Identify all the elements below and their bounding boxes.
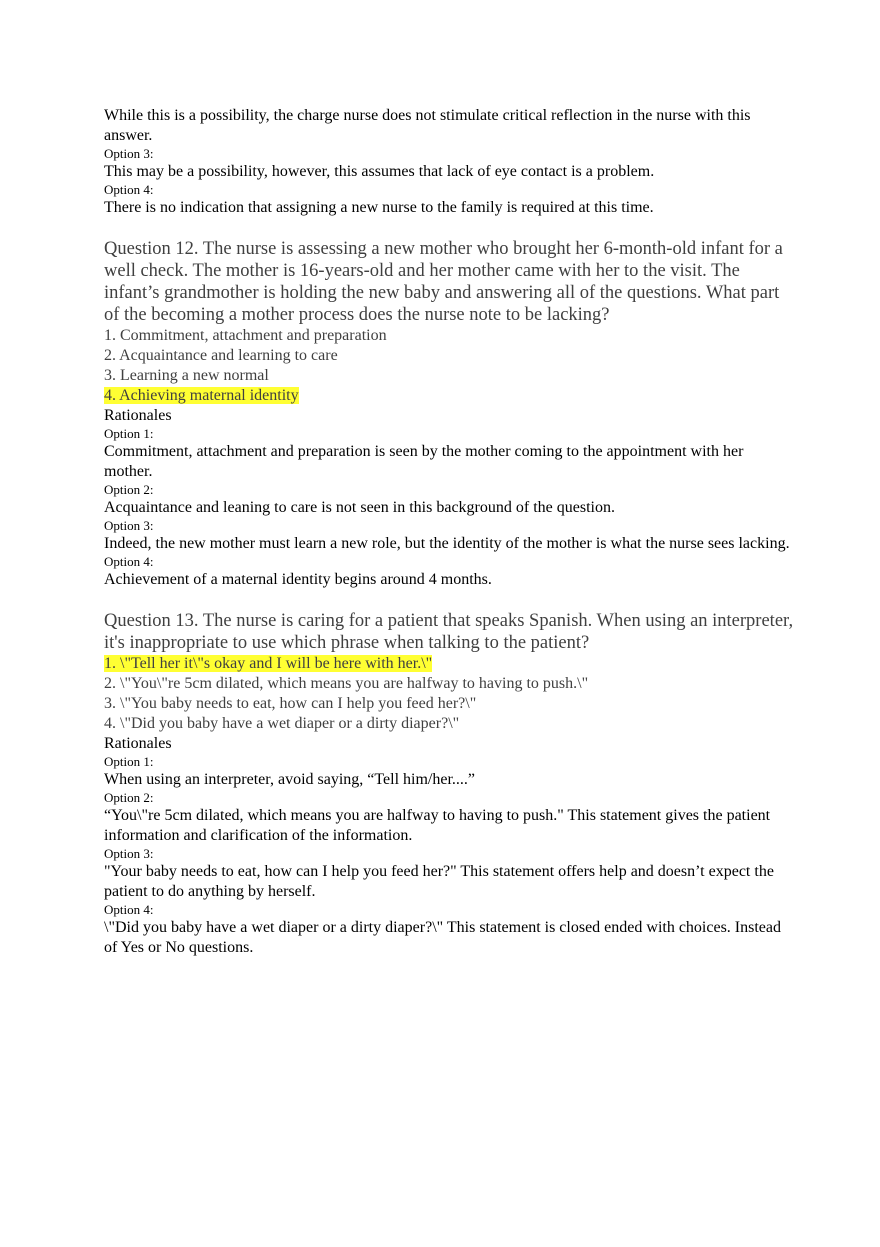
option-label: Option 3: (104, 846, 154, 861)
document-page (104, 106, 794, 958)
rationales-heading: Rationales (104, 407, 172, 424)
answer-option: 3. Learning a new normal (104, 367, 269, 384)
question-12-text: Question 12. The nurse is assessing a new mother who brought her 6-month-old infant for a well check. The mother is 16-years-old and her mother came with her to the visit. The infant’s grandmother is holding the new baby and answering all of the questions. What part of the becoming a mother process does the nurse note to be lacking? (104, 239, 783, 325)
spacer (104, 590, 794, 610)
option-label: Option 4: (104, 554, 154, 569)
option-rationale: There is no indication that assigning a new nurse to the family is required at this time. (104, 199, 654, 216)
option-rationale: This may be a possibility, however, this assumes that lack of eye contact is a problem. (104, 163, 655, 180)
option-label: Option 3: (104, 518, 154, 533)
option-rationale: Indeed, the new mother must learn a new role, but the identity of the mother is what the nurse sees lacking. (104, 535, 790, 552)
option-rationale: "Your baby needs to eat, how can I help you feed her?" This statement offers help and doesn’t expect the patient to do anything by herself. (104, 863, 774, 900)
question-13-text: Question 13. The nurse is caring for a patient that speaks Spanish. When using an interpreter, it's inappropriate to use which phrase when talking to the patient? (104, 611, 794, 653)
option-label: Option 1: (104, 754, 154, 769)
option-label: Option 3: (104, 146, 154, 161)
option-rationale: Acquaintance and leaning to care is not seen in this background of the question. (104, 499, 615, 516)
answer-option: 3. \"You baby needs to eat, how can I help you feed her?\" (104, 695, 477, 712)
option-label: Option 4: (104, 902, 154, 917)
option-rationale: Achievement of a maternal identity begins around 4 months. (104, 571, 492, 588)
highlighted-answer: 4. Achieving maternal identity (104, 387, 299, 404)
correct-answer-option (104, 386, 794, 406)
answer-option: 4. \"Did you baby have a wet diaper or a dirty diaper?\" (104, 715, 460, 732)
highlighted-answer: 1. \"Tell her it\"s okay and I will be here with her.\" (104, 655, 433, 672)
answer-option: 2. \"You\"re 5cm dilated, which means you are halfway to having to push.\" (104, 675, 589, 692)
option-rationale: Commitment, attachment and preparation is seen by the mother coming to the appointment with her mother. (104, 443, 744, 480)
option-rationale: When using an interpreter, avoid saying, “Tell him/her....” (104, 771, 476, 788)
option-rationale: “You\"re 5cm dilated, which means you are halfway to having to push." This statement gives the patient information and clarification of the information. (104, 807, 771, 844)
answer-option: 2. Acquaintance and learning to care (104, 347, 338, 364)
option-label: Option 2: (104, 482, 154, 497)
intro-paragraph: While this is a possibility, the charge nurse does not stimulate critical reflection in the nurse with this answer. (104, 107, 751, 144)
option-rationale: \"Did you baby have a wet diaper or a dirty diaper?\" This statement is closed ended with choices. Instead of Yes or No questions. (104, 919, 782, 956)
option-label: Option 2: (104, 790, 154, 805)
spacer (104, 218, 794, 238)
answer-option: 1. Commitment, attachment and preparation (104, 327, 387, 344)
correct-answer-option (104, 654, 794, 674)
option-label: Option 4: (104, 182, 154, 197)
rationales-heading: Rationales (104, 735, 172, 752)
option-label: Option 1: (104, 426, 154, 441)
